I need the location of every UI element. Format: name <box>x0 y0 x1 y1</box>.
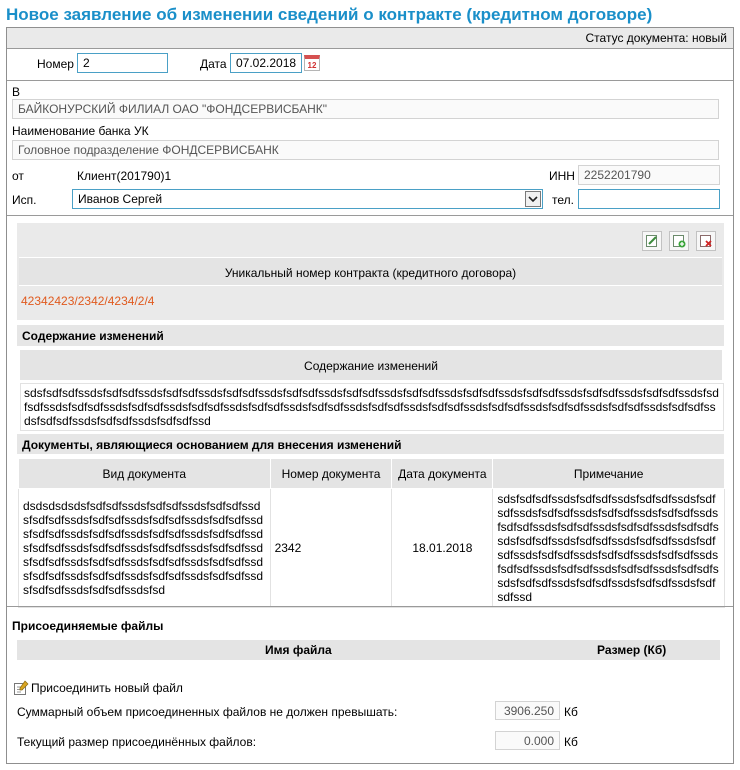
delete-doc-icon[interactable] <box>696 231 716 251</box>
files-col-name: Имя файла <box>265 643 332 657</box>
current-size-unit: Кб <box>564 735 578 749</box>
files-section-title: Присоединяемые файлы <box>12 619 164 633</box>
doc-type-cell: dsdsdsdsdsfsdfsdfssdsfsdfsdfssdsfsdfsdfssdsfsdfsdfssdsfsdfsdfssdsfsdfsdfssdsfsdfsdfssdsfsdfsdfssdsfsdfsdfssdsfsdfsdfssdsfsdfsdfssdsfsdfsdfssdsfsdfsdfssdsfsdfsdfssdsfsdfsdfssdsfsdfsdfssdsfsdfsdfssdsfsdfsdfssdsfsdfsdfssdsfsdfsdfssdsfsdfsdfssdsfsdfsdfssdsfsdfsdfssdsfsdfsdfssdsfsdfsdfssdsfsd <box>19 489 271 608</box>
doc-col-type: Вид документа <box>19 459 271 489</box>
divider <box>7 215 733 216</box>
status-value: новый <box>691 31 727 45</box>
add-doc-icon[interactable] <box>669 231 689 251</box>
max-size-unit: Кб <box>564 705 578 719</box>
date-input[interactable]: 07.02.2018 <box>230 53 302 73</box>
attach-file-label: Присоединить новый файл <box>31 681 183 695</box>
doc-note-cell: sdsfsdfsdfssdsfsdfsdfssdsfsdfsdfssdsfsdfsdfssdsfsdfsdfssdsfsdfsdfssdsfsdfsdfssdsfsdfsdfssdsfsdfsdfssdsfsdfsdfssdsfsdfsdfssdsfsdfsdfssdsfsdfsdfssdsfsdfsdfssdsfsdfsdfssdsfsdfsdfssdsfsdfsdfssdsfsdfsdfssdsfsdfsdfssdsfsdfsdfssdsfsdfsdfssdsfsdfsdfssdsfsdfsdfssdsfsdfsdfssdsfsdfsdfssdsfsdfsdfssd <box>493 489 725 608</box>
executor-label: Исп. <box>12 193 37 207</box>
edit-doc-icon[interactable] <box>642 231 662 251</box>
document-form <box>6 27 734 764</box>
from-value: Клиент(201790)1 <box>77 169 172 183</box>
phone-label: тел. <box>552 193 574 207</box>
changes-text: sdsfsdfsdfssdsfsdfsdfssdsfsdfsdfssdsfsdfsdfssdsfsdfsdfssdsfsdfsdfssdsfsdfsdfssdsfsdfsdfssdsfsdfsdfssdsfsdfsdfssdsfsdfsdfssdsfsdfsdfssdsfsdfsdfssdsfsdfsdfssdsfsdfsdfssdsfsdfsdfssdsfsdfsdfssdsfsdfsdfssdsfsdfsdfssdsfsdfsdfssdsfsdfsdfssdsfsdfsdfssdsfsdfsdfssdsfsdfsdfssdsfsdfsdfssdsfsdfsdfssd <box>20 383 724 431</box>
current-size-value: 0.000 <box>495 731 560 750</box>
table-row <box>19 489 725 608</box>
files-table-header <box>17 640 720 660</box>
doc-col-note: Примечание <box>493 459 725 489</box>
bank-uk-field: Головное подразделение ФОНДСЕРВИСБАНК <box>12 140 719 160</box>
documents-table <box>18 458 725 608</box>
changes-column-header: Содержание изменений <box>20 350 722 380</box>
calendar-icon[interactable]: 12 <box>304 55 320 71</box>
bank-to-field: БАЙКОНУРСКИЙ ФИЛИАЛ ОАО "ФОНДСЕРВИСБАНК" <box>12 99 719 119</box>
from-label: от <box>12 169 24 183</box>
doc-col-number: Номер документа <box>270 459 392 489</box>
doc-col-date: Дата документа <box>392 459 493 489</box>
inn-field: 2252201790 <box>578 165 720 185</box>
changes-section-title: Содержание изменений <box>17 325 724 346</box>
documents-section-title: Документы, являющиеся основанием для внесения изменений <box>17 434 724 454</box>
contract-panel <box>17 223 724 320</box>
divider <box>7 606 733 607</box>
number-input[interactable]: 2 <box>77 53 168 73</box>
phone-input[interactable] <box>578 189 720 209</box>
executor-select[interactable] <box>72 189 543 209</box>
date-label: Дата <box>200 57 227 71</box>
attach-file-icon <box>13 680 29 696</box>
doc-number-cell: 2342 <box>270 489 392 608</box>
files-col-size: Размер (Кб) <box>597 643 667 657</box>
bank-to-label: В <box>12 85 21 99</box>
number-label: Номер <box>37 57 74 71</box>
attach-file-button[interactable] <box>13 680 183 696</box>
max-size-value: 3906.250 <box>495 701 560 720</box>
executor-value: Иванов Сергей <box>78 192 163 206</box>
status-bar <box>7 28 733 49</box>
bank-uk-label: Наименование банка УК <box>12 124 149 138</box>
current-size-label: Текущий размер присоединённых файлов: <box>17 735 257 749</box>
contract-column-header: Уникальный номер контракта (кредитного договора) <box>19 257 722 286</box>
contract-number-link[interactable]: 42342423/2342/4234/2/4 <box>21 294 155 308</box>
chevron-down-icon[interactable] <box>525 191 541 207</box>
inn-label: ИНН <box>549 169 575 183</box>
doc-date-cell: 18.01.2018 <box>392 489 493 608</box>
status-label: Статус документа: <box>585 31 689 45</box>
max-size-label: Суммарный объем присоединенных файлов не должен превышать: <box>17 705 398 719</box>
divider <box>7 80 733 81</box>
page-title: Новое заявление об изменении сведений о контракте (кредитном договоре) <box>6 5 653 24</box>
